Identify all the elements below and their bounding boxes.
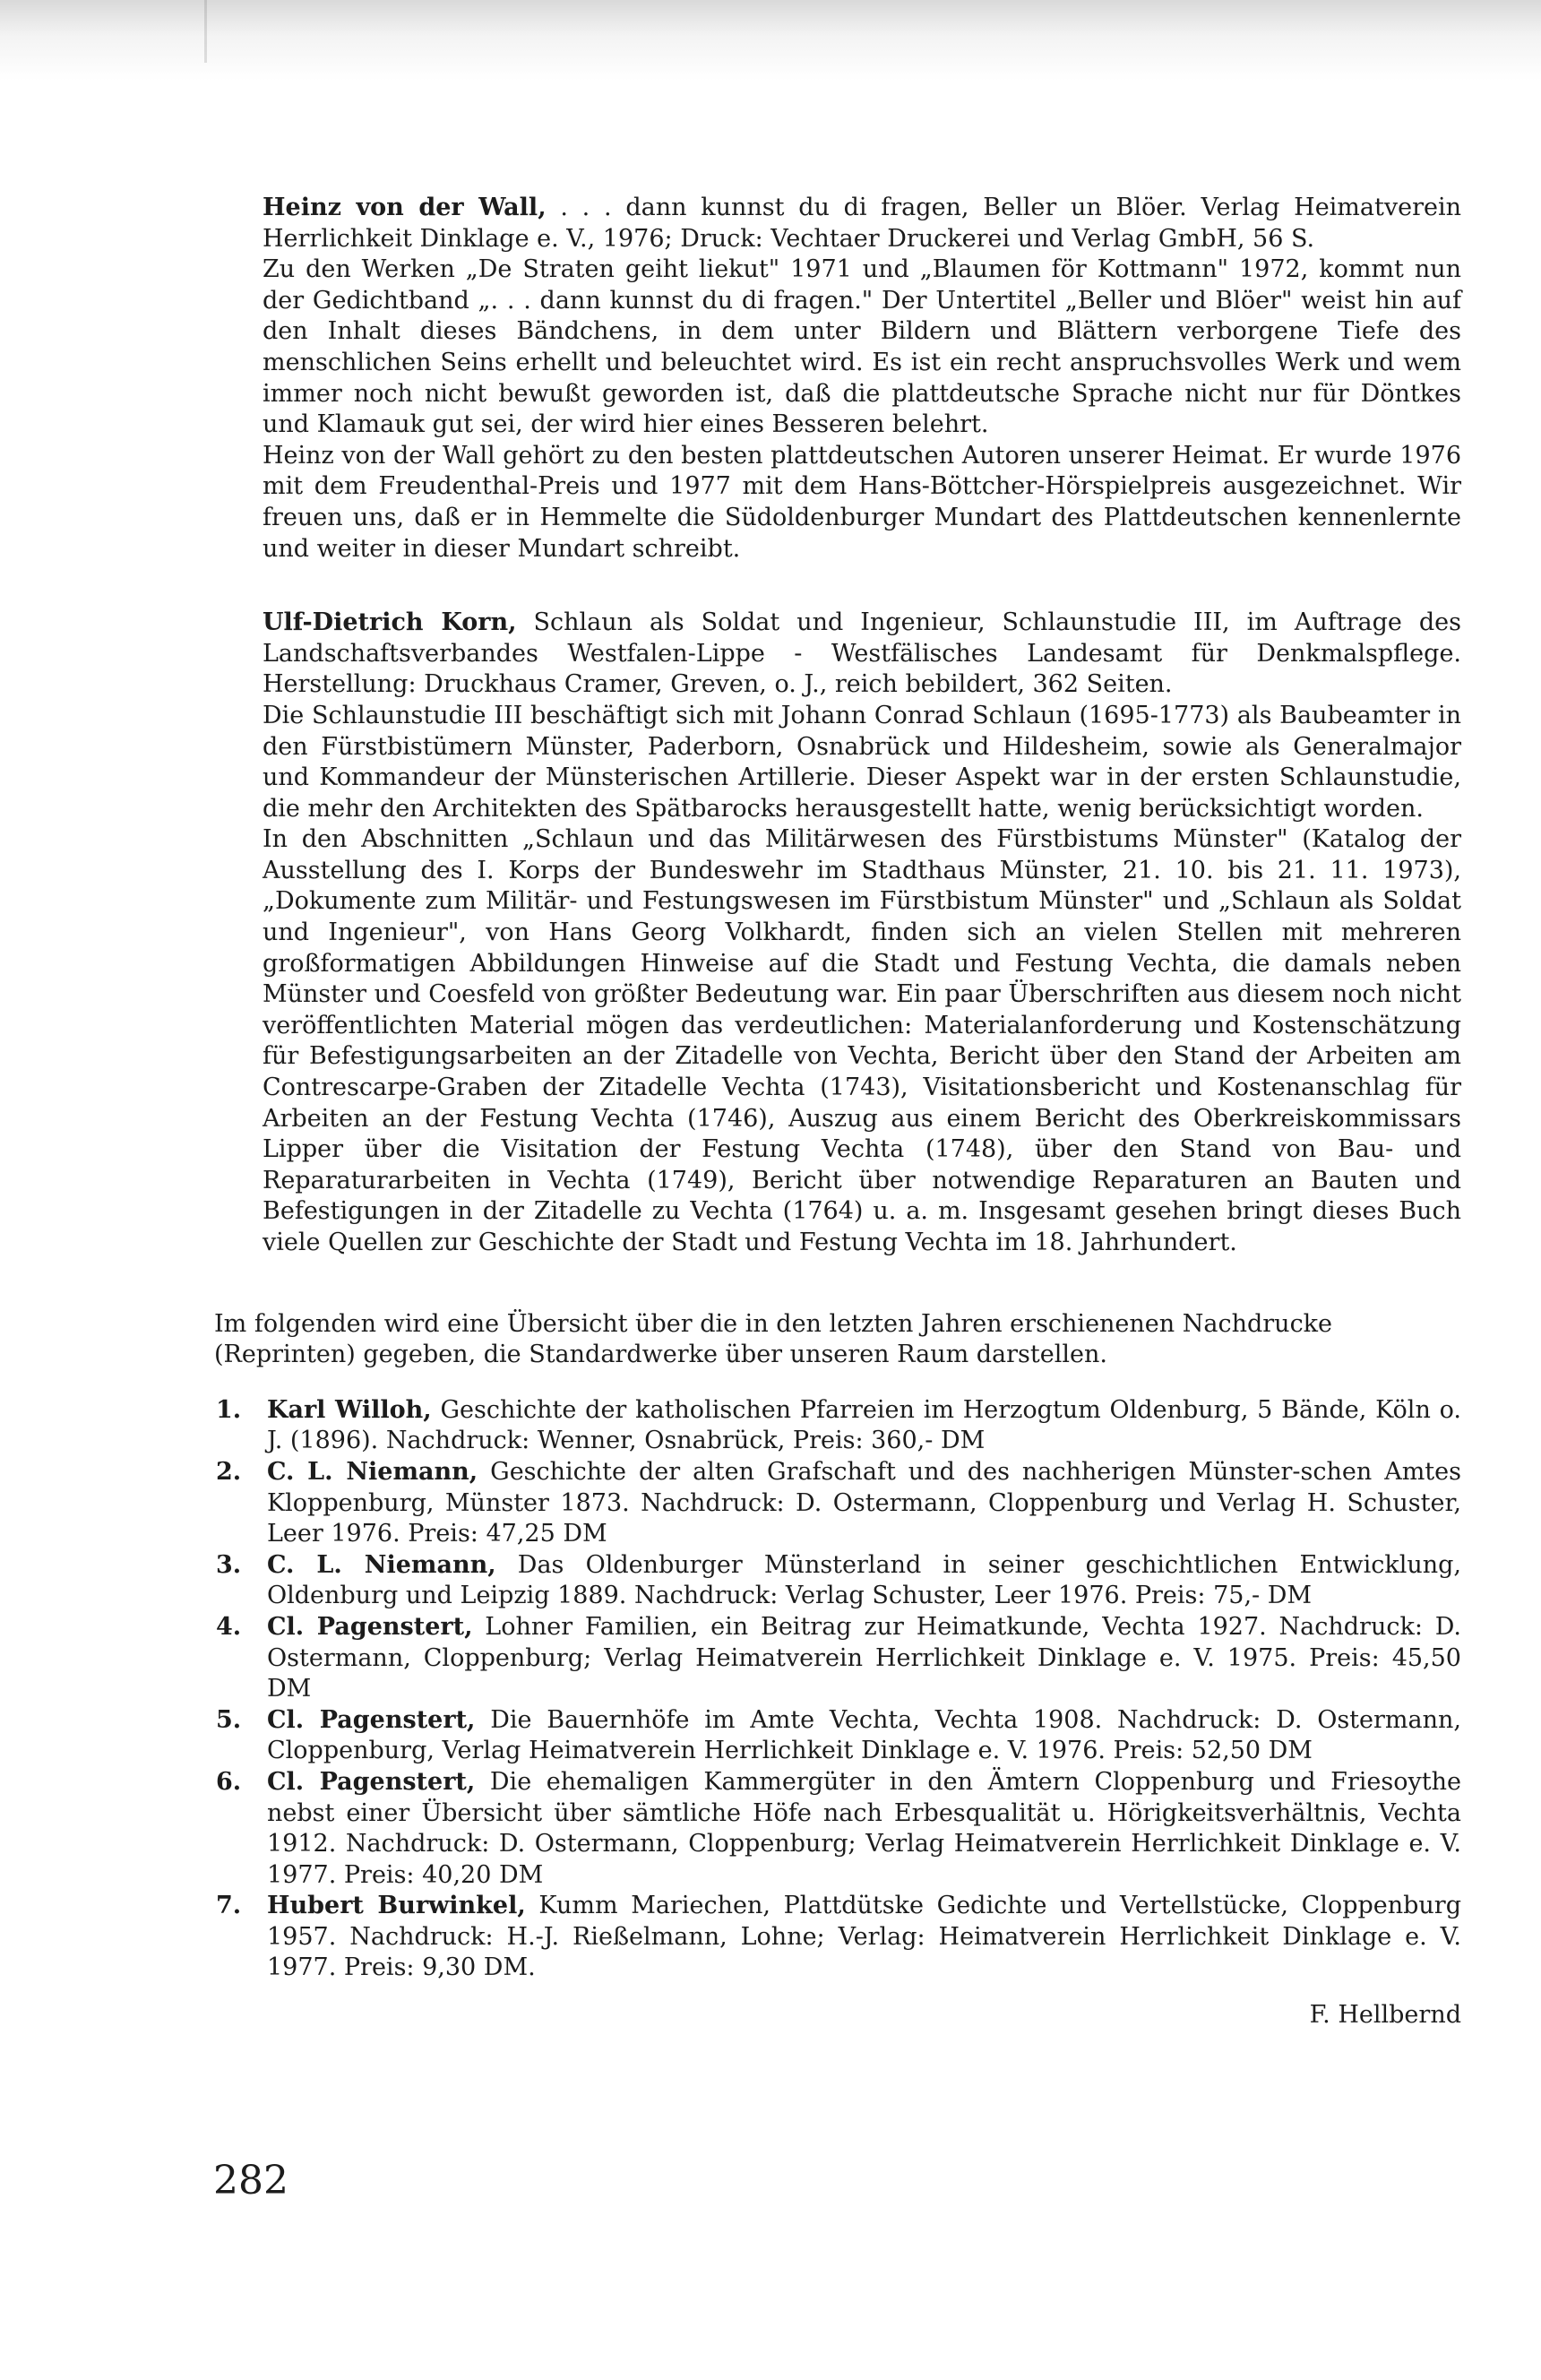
list-item — [216, 1550, 1462, 1612]
author-signature: F. Hellbernd — [1309, 2001, 1461, 2030]
item-number: 3. — [216, 1550, 242, 1579]
scan-shadow — [0, 0, 1541, 81]
page-number: 282 — [213, 2158, 288, 2203]
item-text: Geschichte der alten Grafschaft und des nachherigen Münster-schen Amtes Kloppenburg, Münster 1873. Nachdruck: D. Ostermann, Cloppenburg und Verlag H. Schuster, Leer 1976. Preis: 47,25 DM — [267, 1457, 1461, 1548]
list-item — [216, 1612, 1461, 1705]
item-text: Die ehemaligen Kammergüter in den Ämtern Cloppenburg und Friesoythe nebst einer Übersicht über sämtliche Höfe nach Erbesqualität u. Hörigkeitsverhältnis, Vechta 1912. Nachdruck: D. Ostermann, Cloppenburg; Verlag Heimatverein Herrlichkeit Dinklage e. V. 1977. Preis: 40,20 DM — [267, 1767, 1461, 1889]
review-paragraph — [263, 608, 1461, 701]
item-text: Geschichte der katholischen Pfarreien im Herzogtum Oldenburg, 5 Bände, Köln o. J. (1896). Nachdruck: Wenner, Osnabrück, Preis: 360,- DM — [267, 1395, 1461, 1455]
reprints-intro: Im folgenden wird eine Übersicht über die in den letzten Jahren erschienenen Nachdrucke (Reprinten) gegeben, die Standardwerke über unseren Raum darstellen. — [214, 1309, 1333, 1369]
item-author: Cl. Pagenstert, — [267, 1612, 473, 1641]
item-text: Lohner Familien, ein Beitrag zur Heimatkunde, Vechta 1927. Nachdruck: D. Ostermann, Cloppenburg; Verlag Heimatverein Herrlichkeit Dinklage e. V. 1975. Preis: 45,50 DM — [267, 1612, 1461, 1703]
review-paragraph: Zu den Werken „De Straten geiht liekut" 1971 und „Blaumen för Kottmann" 1972, kommt nun der Gedichtband „. . . dann kunnst du di fragen." Der Untertitel „Beller und Blöer" weist hin auf den Inhalt dieses Bändchens, in dem unter Bildern und Blättern verborgene Tiefe des menschlichen Seins erhellt und beleuchtet wird. Es ist ein recht anspruchsvolles Werk und wem immer noch nicht bewußt geworden ist, daß die plattdeutsche Sprache nicht nur für Döntkes und Klamauk gut sei, der wird hier eines Besseren belehrt. — [263, 255, 1461, 439]
review-heinz-von-der-wall — [263, 193, 1461, 565]
list-item — [216, 1767, 1461, 1891]
item-number: 1. — [216, 1395, 242, 1424]
item-author: C. L. Niemann, — [267, 1550, 496, 1579]
reprints-list — [214, 1395, 1461, 1984]
item-author: C. L. Niemann, — [267, 1457, 478, 1486]
review-paragraph: In den Abschnitten „Schlaun und das Militärwesen des Fürstbistums Münster" (Katalog der Ausstellung des I. Korps der Bundeswehr im Stadthaus Münster, 21. 10. bis 21. 11. 1973), „Dokumente zum Militär- und Festungswesen im Fürstbistum Münster" und „Schlaun als Soldat und Ingenieur", von Hans Georg Volkhardt, finden sich an vielen Stellen mit mehreren großformatigen Abbildungen Hinweise auf die Stadt und Festung Vechta, die damals neben Münster und Coesfeld von größter Bedeutung war. Ein paar Überschriften aus diesem noch nicht veröffentlichten Material mögen das verdeutlichen: Materialanforderung und Kostenschätzung für Befestigungsarbeiten an der Zitadelle von Vechta, Bericht über den Stand der Arbeiten am Contrescarpe-Graben der Zitadelle Vechta (1743), Visitationsbericht und Kostenanschlag für Arbeiten an der Festung Vechta (1746), Auszug aus einem Bericht des Oberkreiskommissars Lipper über die Visitation der Festung Vechta (1748), über den Stand von Bau- und Reparaturarbeiten in Vechta (1749), Bericht über notwendige Reparaturen an Bauten und Befestigungen in der Zitadelle zu Vechta (1764) u. a. m. Insgesamt gesehen bringt dieses Buch viele Quellen zur Geschichte der Stadt und Festung Vechta im 18. Jahrhundert. — [263, 825, 1461, 1256]
list-item — [216, 1705, 1461, 1767]
list-item — [216, 1457, 1461, 1550]
scan-fold-mark — [204, 0, 207, 63]
review-ulf-dietrich-korn — [263, 608, 1461, 1258]
item-author: Cl. Pagenstert, — [267, 1705, 476, 1734]
review-citation: Schlaun als Soldat und Ingenieur, Schlaunstudie III, im Auftrage des Landschaftsverbandes Westfalen-Lippe - Westfälisches Landesamt für Denkmalspflege. Herstellung: Druckhaus Cramer, Greven, o. J., reich bebildert, 362 Seiten. — [263, 608, 1461, 699]
item-author: Hubert Burwinkel, — [267, 1892, 526, 1920]
review-author: Ulf-Dietrich Korn, — [263, 608, 517, 637]
item-author: Cl. Pagenstert, — [267, 1767, 476, 1796]
review-author: Heinz von der Wall, — [263, 194, 547, 221]
item-number: 2. — [216, 1457, 242, 1486]
item-text: Das Oldenburger Münsterland in seiner geschichtlichen Entwicklung, Oldenburg und Leipzig 1889. Nachdruck: Verlag Schuster, Leer 1976. Preis: 75,- DM — [267, 1550, 1462, 1610]
item-text: Kumm Mariechen, Plattdütske Gedichte und Vertellstücke, Cloppenburg 1957. Nachdruck: H.-J. Rießelmann, Lohne; Verlag: Heimatverein Herrlichkeit Dinklage e. V. 1977. Preis: 9,30 DM. — [267, 1892, 1461, 1982]
list-item — [216, 1891, 1461, 1984]
review-paragraph: Heinz von der Wall gehört zu den besten plattdeutschen Autoren unserer Heimat. Er wurde 1976 mit dem Freudenthal-Preis und 1977 mit dem Hans-Böttcher-Hörspielpreis ausgezeichnet. Wir freuen uns, daß er in Hemmelte die Südoldenburger Mundart des Plattdeutschen kennenlernte und weiter in dieser Mundart schreibt. — [263, 441, 1461, 563]
item-number: 7. — [216, 1892, 242, 1920]
review-paragraph — [263, 193, 1461, 254]
page-content — [214, 193, 1462, 2056]
list-item — [216, 1395, 1461, 1457]
item-number: 4. — [216, 1612, 242, 1641]
item-number: 6. — [216, 1767, 242, 1796]
reprints-section — [214, 1309, 1461, 1984]
item-text: Die Bauernhöfe im Amte Vechta, Vechta 1908. Nachdruck: D. Ostermann, Cloppenburg, Verlag Heimatverein Herrlichkeit Dinklage e. V. 1976. Preis: 52,50 DM — [267, 1705, 1461, 1765]
item-number: 5. — [216, 1705, 242, 1734]
review-citation: . . . dann kunnst du di fragen, Beller un Blöer. Verlag Heimatverein Herrlichkeit Dinklage e. V., 1976; Druck: Vechtaer Druckerei und Verlag GmbH, 56 S. — [263, 194, 1461, 253]
item-author: Karl Willoh, — [267, 1395, 432, 1424]
review-paragraph: Die Schlaunstudie III beschäftigt sich mit Johann Conrad Schlaun (1695-1773) als Baubeamter in den Fürstbistümern Münster, Paderborn, Osnabrück und Hildesheim, sowie als Generalmajor und Kommandeur der Münsterischen Artillerie. Dieser Aspekt war in der ersten Schlaunstudie, die mehr den Architekten des Spätbarocks herausgestellt hatte, wenig berücksichtigt worden. — [263, 701, 1461, 823]
